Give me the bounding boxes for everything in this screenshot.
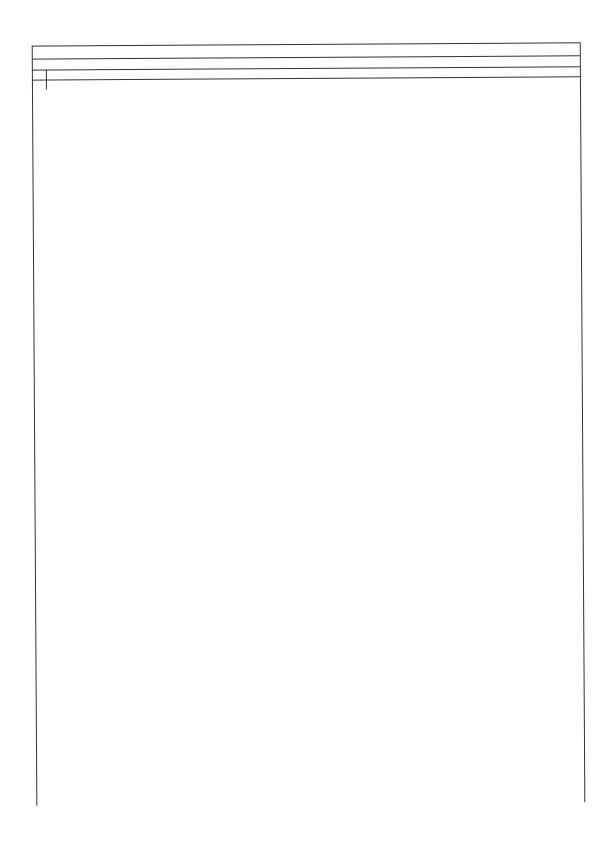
top-border xyxy=(32,42,580,46)
top-row xyxy=(0,0,592,2)
item-list xyxy=(0,0,592,2)
left-border xyxy=(32,46,38,806)
no-col-divider xyxy=(46,70,47,90)
header-rule-2 xyxy=(32,76,580,80)
title-rule xyxy=(32,55,580,59)
right-border xyxy=(580,42,586,802)
header-rule xyxy=(32,66,580,70)
